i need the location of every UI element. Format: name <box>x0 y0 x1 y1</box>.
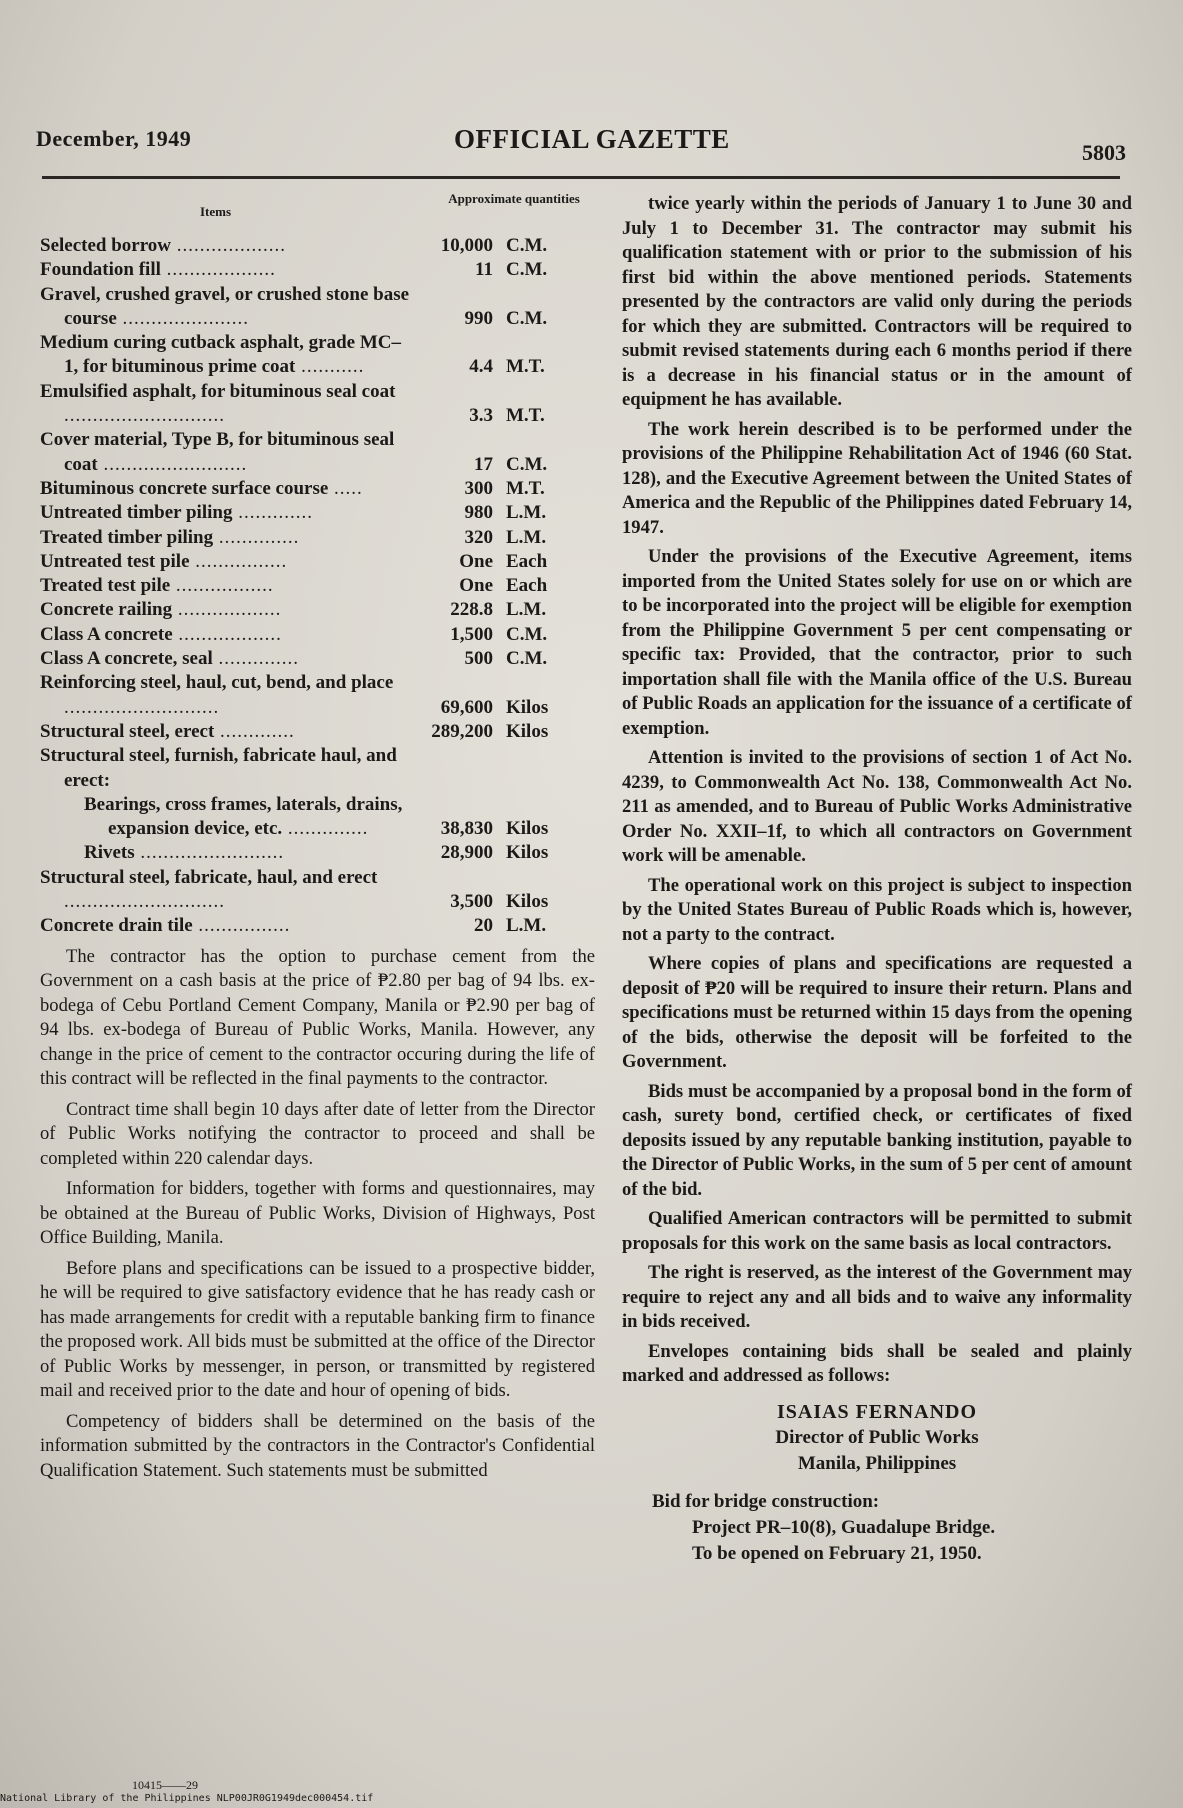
item-unit: C.M. <box>506 648 548 670</box>
item-unit: M.T. <box>506 477 545 499</box>
table-row <box>40 574 595 598</box>
footer-library-stamp: National Library of the Philippines NLP00JR0G1949dec000454.tif <box>0 1793 374 1804</box>
item-quantity: 1,500 <box>450 623 493 645</box>
paragraph: Information for bidders, together with forms and questionnaires, may be obtained at the Bureau of Public Works, Division of Highways, Post Office Building, Manila. <box>40 1178 595 1249</box>
footer-number: 10415——29 <box>132 1778 198 1792</box>
item-name: Class A concrete, seal .............. <box>40 648 299 670</box>
header-title: OFFICIAL GAZETTE <box>454 124 730 154</box>
item-unit: C.M. <box>506 623 548 645</box>
leader-dots: ...................... <box>116 307 250 329</box>
item-name: Bearings, cross frames, laterals, drains, expansion device, etc. .............. <box>84 793 403 840</box>
item-quantity: 10,000 <box>440 235 493 256</box>
item-name: Treated test pile ................. <box>40 575 274 597</box>
header-date: December, 1949 <box>36 126 192 151</box>
paragraph: Qualified American contractors will be permitted to submit proposals for this work on the same basis as local contractors. <box>622 1208 1132 1254</box>
paragraph: Attention is invited to the provisions of section 1 of Act No. 4239, to Commonwealth Act No. 138, Commonwealth Act No. 211 as amended, and to Bureau of Public Works Administrative Order No. XXII–1f, to which all contractors on Government work will be amenable. <box>622 747 1132 866</box>
item-name: Rivets ......................... <box>84 842 285 864</box>
item-unit: C.M. <box>506 453 548 475</box>
item-unit: Kilos <box>506 842 549 864</box>
item-name: Class A concrete .................. <box>40 623 282 645</box>
leader-dots: .................. <box>172 599 282 621</box>
paragraph: The operational work on this project is subject to inspection by the United States Bureau of Public Roads which is, however, not a party to the contract. <box>622 874 1132 945</box>
paragraph: Contract time shall begin 10 days after date of letter from the Director of Public Works notifying the contractor to proceed and shall be completed within 220 calendar days. <box>40 1098 595 1169</box>
paragraph: Envelopes containing bids shall be sealed and plainly marked and addressed as follows: <box>622 1340 1132 1386</box>
table-row <box>40 841 595 865</box>
paragraph: Under the provisions of the Executive Agreement, items imported from the United States solely for use on or which are to be incorporated into the project will be eligible for exemption from the Philippine Government 5 per cent compensating or specific tax: Provided, that the contractor, prior to such importation shall file with the Manila office of the U.S. Bureau of Public Roads an application for the issuance of a certificate of exemption. <box>622 546 1132 739</box>
item-quantity: 3.3 <box>469 405 493 427</box>
table-row <box>40 598 595 622</box>
item-quantity: 28,900 <box>440 842 493 864</box>
table-row <box>40 501 595 525</box>
item-unit: C.M. <box>506 235 548 256</box>
table-row <box>40 671 595 720</box>
item-name: Structural steel, erect ............. <box>40 720 295 742</box>
col-header-quantities: Approximate quantities <box>448 191 580 206</box>
item-unit: Kilos <box>506 818 549 840</box>
item-unit: Each <box>506 550 548 572</box>
signatory-place: Manila, Philippines <box>797 1452 957 1474</box>
paragraph: The right is reserved, as the interest of the Government may require to reject any and all bids and to waive any informality in bids received. <box>622 1262 1132 1332</box>
bid-opening: To be opened on February 21, 1950. <box>692 1542 982 1564</box>
page-header <box>36 118 1126 165</box>
bid-project: Project PR–10(8), Guadalupe Bridge. <box>692 1516 996 1538</box>
leader-dots: ........... <box>295 356 365 378</box>
leader-dots: ................. <box>170 575 274 597</box>
table-row <box>40 258 595 282</box>
item-quantity: 980 <box>464 502 493 524</box>
item-unit: C.M. <box>506 259 548 281</box>
item-name: Treated timber piling .............. <box>40 526 300 548</box>
leader-dots: ......................... <box>97 453 248 475</box>
table-header <box>40 192 595 234</box>
leader-dots: ............................ <box>64 405 225 427</box>
item-name: Reinforcing steel, haul, cut, bend, and place ........................... <box>40 672 394 718</box>
item-name: Foundation fill ................... <box>40 259 276 281</box>
item-quantity: 3,500 <box>450 891 493 913</box>
item-unit: Kilos <box>506 720 549 742</box>
table-row <box>40 283 595 332</box>
leader-dots: .............. <box>282 818 369 840</box>
item-quantity: 17 <box>474 453 493 475</box>
item-name: Medium curing cutback asphalt, grade MC–1, for bituminous prime coat ........... <box>40 332 401 378</box>
item-quantity: 320 <box>464 526 493 548</box>
table-row <box>40 428 595 477</box>
table-row <box>40 234 595 258</box>
leader-dots: ................ <box>189 550 288 572</box>
table-row <box>40 477 595 501</box>
table-row <box>40 526 595 550</box>
item-name: Emulsified asphalt, for bituminous seal coat ............................ <box>40 380 396 427</box>
item-quantity: 69,600 <box>440 696 493 718</box>
leader-dots: ............. <box>232 502 313 524</box>
right-column <box>622 192 1132 1567</box>
item-name: Structural steel, fabricate, haul, and erect ............................ <box>40 866 378 913</box>
item-quantity: 38,830 <box>440 818 493 840</box>
item-name: Concrete railing .................. <box>40 599 282 621</box>
item-name: Structural steel, furnish, fabricate haul, and erect: <box>40 745 397 791</box>
item-name: Concrete drain tile ................ <box>40 915 291 937</box>
paragraph: twice yearly within the periods of January 1 to June 30 and July 1 to December 31. The contractor may submit his qualification statement with or prior to the submission of his first bid within the above mentioned periods. Statements presented by the contractors are valid only during the periods for which they are submitted. Contractors will be required to submit revised statements during each 6 months period if there is a decrease in his financial status or in the amount of equipment he has available. <box>622 193 1132 410</box>
item-unit: M.T. <box>506 405 545 427</box>
leader-dots: ............................ <box>64 891 225 913</box>
paragraph: The work herein described is to be performed under the provisions of the Philippine Rehabilitation Act of 1946 (60 Stat. 128), and the Executive Agreement between the United States of America and the Republic of the Philippines dated February 14, 1947. <box>622 418 1132 538</box>
item-unit: L.M. <box>506 526 547 548</box>
item-name: Bituminous concrete surface course ..... <box>40 477 363 499</box>
item-unit: Each <box>506 575 548 597</box>
item-quantity: 289,200 <box>431 720 493 742</box>
paragraph: The contractor has the option to purchase cement from the Government on a cash basis at the price of ₱2.80 per bag of 94 lbs. ex-bodega of Cebu Portland Cement Company, Manila or ₱2.90 per bag of 94 lbs. ex-bodega of Bureau of Public Works, Manila. However, any change in the price of cement to the contractor occuring during the life of this contract will be reflected in the final payments to the contractor. <box>40 945 595 1090</box>
item-unit: L.M. <box>506 502 547 524</box>
item-unit: L.M. <box>506 599 547 621</box>
table-row <box>40 550 595 574</box>
table-row <box>40 793 595 842</box>
leader-dots: ..... <box>328 477 363 499</box>
item-unit: Kilos <box>506 696 549 718</box>
leader-dots: .............. <box>213 526 300 548</box>
item-quantity: 300 <box>464 477 493 499</box>
leader-dots: ............. <box>214 720 295 742</box>
item-quantity: 228.8 <box>450 599 493 621</box>
item-name: Selected borrow ................... <box>40 235 287 256</box>
signatory-title: Director of Public Works <box>775 1426 979 1448</box>
table-row <box>40 331 595 380</box>
page-number: 5803 <box>1082 140 1126 165</box>
leader-dots: ................... <box>171 235 287 256</box>
leader-dots: ................... <box>160 259 276 281</box>
paragraph: Before plans and specifications can be issued to a prospective bidder, he will be required to give satisfactory evidence that he has ready cash or has made arrangements for credit with a reputable banking firm to finance the proposed work. All bids must be submitted at the office of the Director of Public Works by messenger, in person, or transmitted by registered mail and received prior to the date and hour of opening of bids. <box>40 1257 595 1402</box>
table-row <box>40 720 595 744</box>
left-column <box>40 192 595 1488</box>
header-rule <box>42 176 1120 179</box>
item-quantity: 11 <box>475 259 493 281</box>
leader-dots: ................ <box>192 915 291 937</box>
leader-dots: ........................... <box>64 696 220 718</box>
table-row <box>40 744 595 793</box>
quantities-table <box>40 234 595 939</box>
item-unit: Kilos <box>506 891 549 913</box>
item-quantity: 500 <box>464 648 493 670</box>
item-name: Gravel, crushed gravel, or crushed stone base course ...................... <box>40 283 410 329</box>
item-quantity: One <box>459 550 493 572</box>
table-row <box>40 647 595 671</box>
item-quantity: One <box>459 575 493 597</box>
leader-dots: .................. <box>172 623 282 645</box>
item-quantity: 20 <box>474 915 493 937</box>
signatory-name: ISAIAS FERNANDO <box>776 1400 978 1423</box>
bid-block <box>622 1489 1132 1567</box>
item-unit: L.M. <box>506 915 547 937</box>
table-row <box>40 914 595 938</box>
col-header-items: Items <box>200 204 232 219</box>
leader-dots: .............. <box>212 648 299 670</box>
signature-block <box>622 1399 1132 1477</box>
left-text <box>40 945 595 1484</box>
right-text <box>622 192 1132 1389</box>
item-name: Untreated timber piling ............. <box>40 502 313 524</box>
table-row <box>40 380 595 429</box>
table-row <box>40 866 595 915</box>
bid-label: Bid for bridge construction: <box>652 1490 880 1512</box>
paragraph: Bids must be accompanied by a proposal bond in the form of cash, surety bond, certified check, or certificates of fixed deposits issued by any reputable banking institution, payable to the Director of Public Works, in the sum of 5 per cent of amount of the bid. <box>622 1080 1132 1200</box>
leader-dots: ......................... <box>134 842 285 864</box>
table-row <box>40 623 595 647</box>
item-unit: M.T. <box>506 356 545 378</box>
item-name: Untreated test pile ................ <box>40 550 288 572</box>
item-quantity: 990 <box>464 307 493 329</box>
paragraph: Where copies of plans and specifications are requested a deposit of ₱20 will be required to insure their return. Plans and specifications must be returned within 15 days from the opening of the bids, otherwise the deposit will be forfeited to the Government. <box>622 953 1132 1072</box>
item-unit: C.M. <box>506 307 548 329</box>
paragraph: Competency of bidders shall be determined on the basis of the information submitted by the contractors in the Contractor's Confidential Qualification Statement. Such statements must be submitted <box>40 1410 595 1481</box>
item-quantity: 4.4 <box>469 356 493 378</box>
item-name: Cover material, Type B, for bituminous seal coat ......................... <box>40 429 395 475</box>
